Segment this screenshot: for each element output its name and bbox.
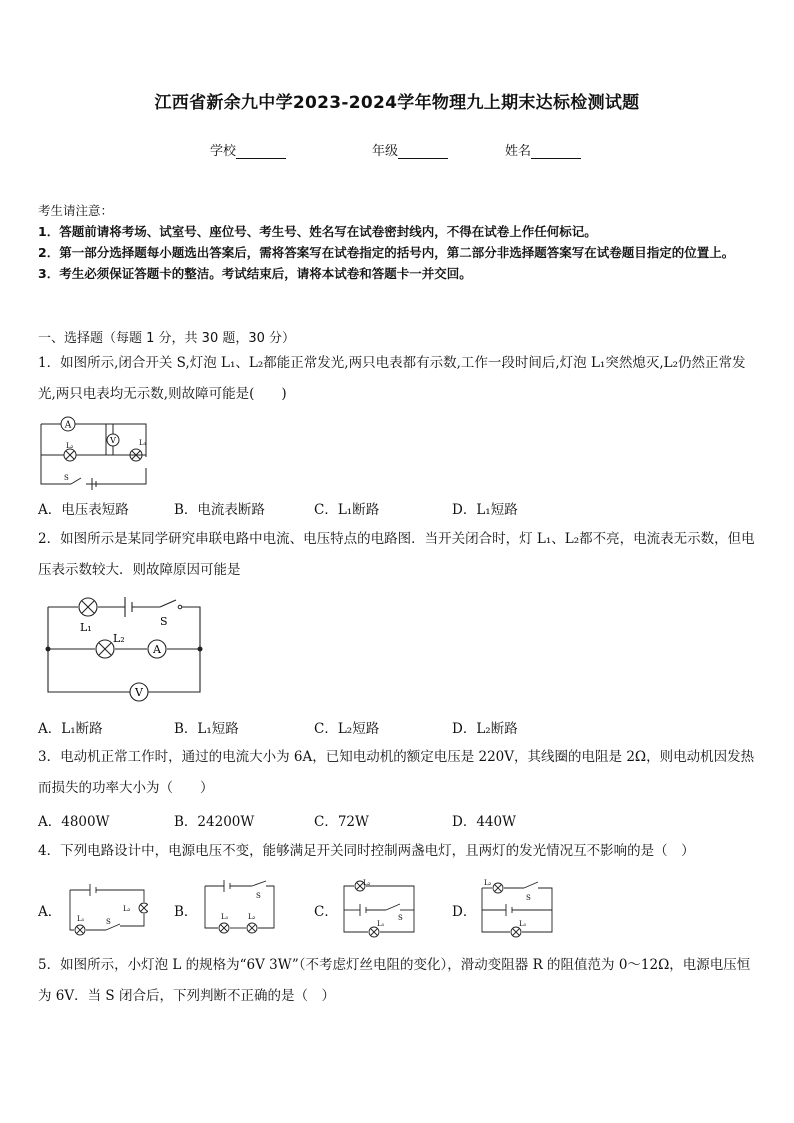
name-field[interactable] (505, 140, 581, 159)
option-d[interactable]: D．L₁短路 (452, 502, 518, 518)
name-blank[interactable] (531, 144, 581, 159)
option-a[interactable]: A．电压表短路 (38, 502, 129, 518)
q1-switch-label: S (64, 474, 69, 482)
q2-lamp1-label: L₁ (80, 621, 92, 634)
option-c[interactable]: C． (314, 904, 338, 920)
question-4-text: 4．下列电路设计中，电源电压不变，能够满足开关同时控制两盏电灯，且两灯的发光情况互不影响的是（ ） (38, 843, 695, 859)
q4b-lamp1-label: L₁ (221, 913, 229, 921)
name-label: 姓名 (505, 144, 532, 159)
option-c[interactable]: C．L₂短路 (314, 721, 380, 737)
q4c-lamp1-label: L₁ (377, 920, 385, 928)
q4a-lamp1-label: L₁ (77, 915, 85, 923)
q4a-switch-label: S (106, 918, 111, 926)
q2-switch-label: S (160, 615, 168, 628)
school-blank[interactable] (236, 144, 286, 159)
option-d[interactable]: D． (452, 904, 477, 920)
q1-lamp2-label: L₂ (66, 442, 74, 450)
q4d-lamp1-label: L₁ (519, 920, 527, 928)
option-a[interactable]: A．L₁断路 (38, 721, 103, 737)
q1-lamp1-label: L₁ (139, 439, 147, 447)
exam-notice (38, 200, 758, 284)
q4b-lamp2-label: L₂ (248, 913, 256, 921)
option-b[interactable]: B．24200W (174, 814, 255, 830)
page-title: 江西省新余九中学2023-2024学年物理九上期末达标检测试题 (154, 93, 640, 113)
notice-item: 2．第一部分选择题每小题选出答案后，需将答案写在试卷指定的括号内，第二部分非选择题答案写在试卷题目指定的位置上。 (38, 245, 735, 260)
q4-option-c-circuit (340, 878, 420, 940)
question-5-text: 5．如图所示，小灯泡 L 的规格为“6V 3W”（不考虑灯丝电阻的变化），滑动变阻器 R 的阻值范为 0～12Ω，电源电压恒为 6V．当 S 闭合后，下列判断不正确的是（ ） (38, 957, 751, 1004)
notice-lead: 考生请注意： (38, 203, 114, 218)
q4c-switch-label: S (398, 914, 403, 922)
option-b[interactable]: B．L₁短路 (174, 721, 239, 737)
school-field[interactable] (210, 140, 286, 159)
notice-item: 1．答题前请将考场、试室号、座位号、考生号、姓名写在试卷密封线内，不得在试卷上作任何标记。 (38, 224, 597, 239)
question-1-text: 1．如图所示,闭合开关 S,灯泡 L₁、L₂都能正常发光,两只电表都有示数,工作一段时间后,灯泡 L₁突然熄灭,L₂仍然正常发光,两只电表均无示数,则故障可能是( ) (38, 355, 746, 402)
option-c[interactable]: C．L₁断路 (314, 502, 380, 518)
grade-blank[interactable] (398, 144, 448, 159)
notice-item: 3．考生必须保证答题卡的整洁。考试结束后，请将本试卷和答题卡一并交回。 (38, 266, 472, 281)
grade-label: 年级 (372, 144, 399, 159)
q4-option-b-circuit (202, 880, 278, 936)
option-d[interactable]: D．440W (452, 814, 516, 830)
q4c-lamp2-label: L₂ (363, 879, 371, 887)
q4-option-a-circuit (66, 880, 148, 938)
question-2-circuit-diagram (40, 592, 210, 704)
q4d-lamp2-label: L₂ (484, 879, 492, 887)
option-a[interactable]: A．4800W (38, 814, 110, 830)
q2-ammeter-label: A (153, 643, 161, 656)
grade-field[interactable] (372, 140, 448, 159)
q2-lamp2-label: L₂ (113, 632, 125, 645)
option-b[interactable]: B． (174, 904, 198, 920)
q1-voltmeter-label: V (110, 436, 116, 445)
option-b[interactable]: B．电流表断路 (174, 502, 265, 518)
junction-dot (46, 647, 51, 652)
question-2-text: 2．如图所示是某同学研究串联电路中电流、电压特点的电路图．当开关闭合时，灯 L₁、L₂都不亮，电流表无示数，但电压表示数较大．则故障原因可能是 (38, 531, 755, 578)
junction-dot (198, 647, 203, 652)
option-c[interactable]: C．72W (314, 814, 369, 830)
section-title: 一、选择题（每题 1 分，共 30 题，30 分） (38, 331, 296, 346)
q1-ammeter-label: A (64, 420, 72, 431)
q4b-switch-label: S (256, 892, 261, 900)
option-a[interactable]: A． (38, 904, 62, 920)
question-1-circuit-diagram (36, 412, 156, 492)
school-label: 学校 (210, 144, 237, 159)
option-d[interactable]: D．L₂断路 (452, 721, 518, 737)
q4a-lamp2-label: L₂ (123, 905, 131, 913)
q4-option-d-circuit (478, 878, 558, 940)
q2-voltmeter-label: V (135, 686, 143, 699)
question-3-text: 3．电动机正常工作时，通过的电流大小为 6A，已知电动机的额定电压是 220V，其线圈的电阻是 2Ω，则电动机因发热而损失的功率大小为（ ） (38, 749, 755, 796)
q4d-switch-label: S (526, 894, 531, 902)
